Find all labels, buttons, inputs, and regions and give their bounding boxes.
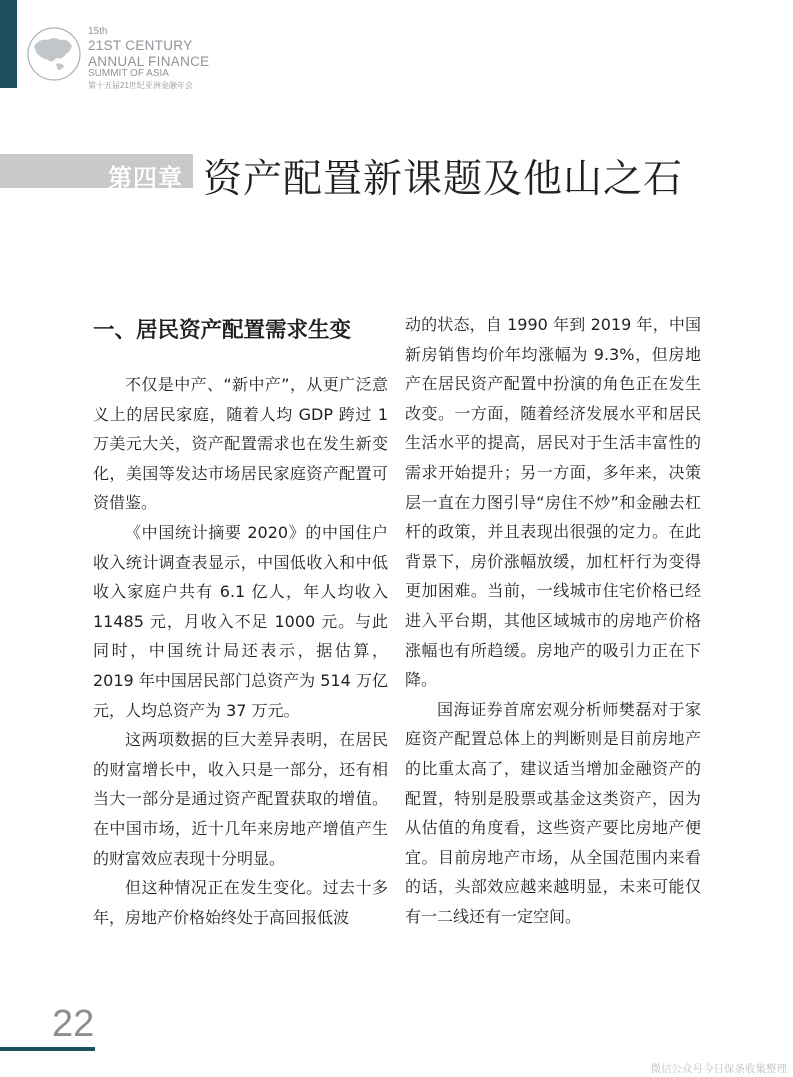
page-number-rule — [0, 1047, 95, 1051]
paragraph: 这两项数据的巨大差异表明，在居民的财富增长中，收入只是一部分，还有相当大一部分是通过资产配置获取的增值。在中国市场，近十几年来房地产增值产生的财富效应表现十分明显。 — [93, 730, 388, 868]
paragraph: 不仅是中产、“新中产”，从更广泛意义上的居民家庭，随着人均 GDP 跨过 1 万美元大关，资产配置需求也在发生新变化，美国等发达市场居民家庭资产配置可资借鉴。 — [93, 375, 388, 513]
body-column-left — [93, 370, 388, 932]
paragraph: 国海证券首席宏观分析师樊磊对于家庭资产配置总体上的判断则是目前房地产的比重太高了，建议适当增加金融资产的配置，特别是股票或基金这类资产，因为从估值的角度看，这些资产要比房地产便宜。目前房地产市场，从全国范围内来看的话，头部效应越来越明显，未来可能仅有一二线还有一定空间。 — [405, 699, 701, 926]
paragraph: 《中国统计摘要 2020》的中国住户收入统计调查表显示，中国低收入和中低收入家庭户共有 6.1 亿人，年人均收入 11485 元，月收入不足 1000 元。与此同时，中国统计局还表示，据估算，2019 年中国居民部门总资产为 514 万亿元，人均总资产为 37 万元。 — [93, 522, 388, 720]
page-number: 22 — [52, 1003, 95, 1045]
chapter-label: 第四章 — [108, 164, 183, 192]
summit-logo — [88, 27, 209, 90]
logo-line1: 21ST CENTURY — [88, 38, 193, 53]
globe-logo-icon — [26, 26, 82, 82]
left-edge-tab — [0, 0, 17, 88]
watermark-text: 微信公众号今日保条收集整理 — [650, 1063, 787, 1075]
chapter-label-bar — [0, 154, 193, 192]
logo-chinese-name: 第十五届21世纪亚洲金融年会 — [88, 81, 193, 90]
paragraph: 但这种情况正在发生变化。过去十多年，房地产价格始终处于高回报低波 — [93, 878, 388, 927]
chapter-title: 资产配置新课题及他山之石 — [203, 157, 684, 202]
paragraph: 动的状态，自 1990 年到 2019 年，中国新房销售均价年均涨幅为 9.3%，但房地产在居民资产配置中扮演的角色正在发生改变。一方面，随着经济发展水平和居民生活水平的提高，居民对于生活丰富性的需求开始提升；另一方面，多年来，决策层一直在力图引导“房住不炒”和金融去杠杆的政策，并且表现出很强的定力。在此背景下，房价涨幅放缓，加杠杆行为变得更加困难。当前，一线城市住宅价格已经进入平台期，其他区域城市的房地产价格涨幅也有所趋缓。房地产的吸引力正在下降。 — [405, 315, 701, 690]
section-heading: 一、居民资产配置需求生变 — [93, 318, 352, 343]
logo-line2: ANNUAL FINANCE — [88, 53, 210, 69]
body-column-right — [405, 310, 701, 931]
logo-line3: SUMMIT OF ASIA — [88, 68, 169, 79]
logo-edition: 15th — [88, 26, 108, 37]
